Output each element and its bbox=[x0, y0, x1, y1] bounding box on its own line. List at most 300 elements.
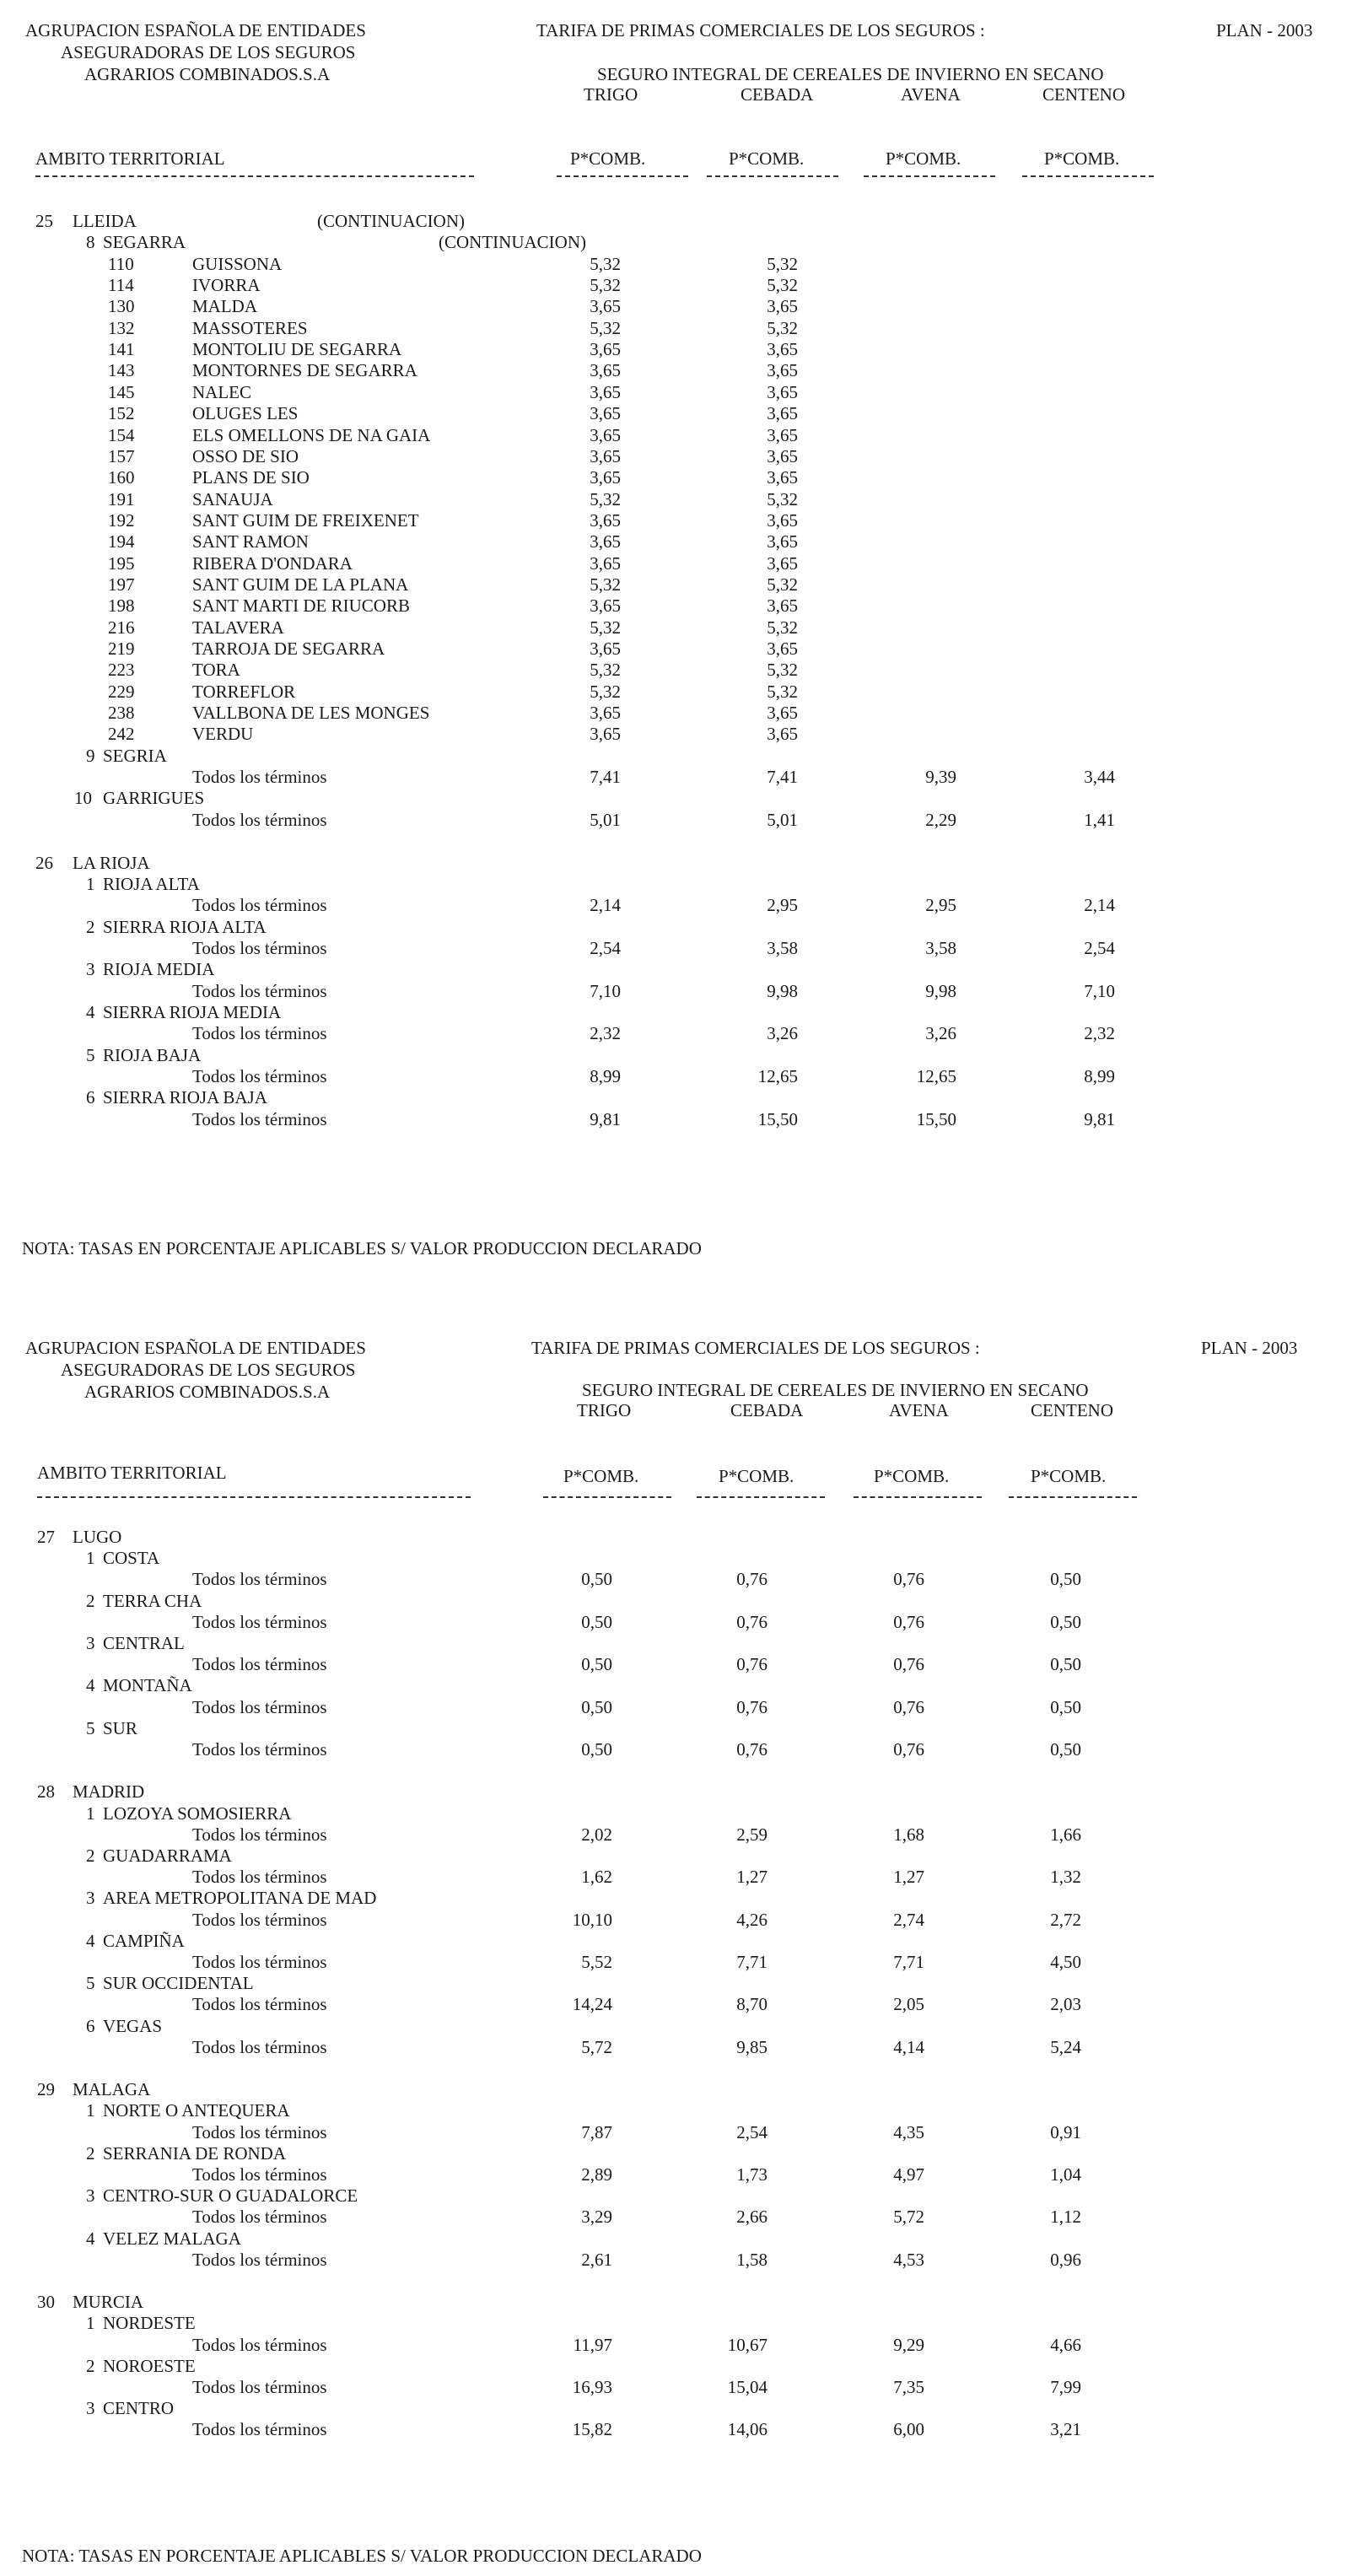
rate-value: 3,65 bbox=[767, 639, 798, 659]
rate-value: 0,76 bbox=[736, 1739, 767, 1760]
municipality-code: 152 bbox=[108, 403, 135, 424]
municipality-name: RIBERA D'ONDARA bbox=[192, 552, 353, 574]
col-label-avena: P*COMB. bbox=[886, 148, 961, 169]
crop-header-centeno: CENTENO bbox=[1031, 1400, 1113, 1420]
rate-value: 14,24 bbox=[572, 1994, 612, 2015]
comarca-code: 4 bbox=[86, 1930, 95, 1951]
all-municipalities-label: Todos los términos bbox=[192, 1108, 327, 1129]
rate-value: 3,65 bbox=[767, 595, 798, 617]
rate-value: 8,99 bbox=[590, 1066, 621, 1086]
col-label-centeno: P*COMB. bbox=[1044, 148, 1120, 169]
rate-value: 3,65 bbox=[590, 445, 621, 466]
org-name-line-3: AGRARIOS COMBINADOS.S.A bbox=[84, 64, 331, 84]
rate-value: 2,54 bbox=[736, 2121, 767, 2142]
rate-value: 0,50 bbox=[1050, 1611, 1081, 1632]
municipality-name: MALDA bbox=[192, 296, 257, 317]
rate-value: 0,91 bbox=[1050, 2121, 1081, 2142]
province-code: 26 bbox=[35, 852, 53, 873]
comarca-code: 2 bbox=[86, 2142, 95, 2164]
province-name: LA RIOJA bbox=[73, 852, 150, 873]
rate-value: 2,14 bbox=[1084, 895, 1115, 916]
comarca-code: 4 bbox=[86, 1675, 95, 1696]
rate-value: 2,03 bbox=[1050, 1994, 1081, 2015]
comarca-name: CENTRAL bbox=[103, 1633, 185, 1653]
rate-value: 1,66 bbox=[1050, 1824, 1081, 1845]
comarca-name: SIERRA RIOJA BAJA bbox=[103, 1087, 267, 1108]
rate-value: 3,65 bbox=[767, 381, 798, 402]
rate-value: 7,41 bbox=[590, 767, 621, 788]
rate-value: 4,53 bbox=[893, 2249, 924, 2270]
rate-value: 0,50 bbox=[581, 1696, 612, 1717]
all-municipalities-label: Todos los términos bbox=[192, 1824, 327, 1845]
rate-value: 1,68 bbox=[893, 1824, 924, 1845]
municipality-name: OLUGES LES bbox=[192, 403, 299, 424]
rate-value: 5,32 bbox=[767, 574, 798, 595]
rate-value: 0,76 bbox=[736, 1696, 767, 1717]
rate-value: 5,24 bbox=[1050, 2036, 1081, 2057]
comarca-code: 4 bbox=[86, 2228, 95, 2249]
crop-header-avena: AVENA bbox=[889, 1400, 949, 1420]
municipality-name: IVORRA bbox=[192, 275, 261, 296]
province-code: 30 bbox=[37, 2292, 55, 2313]
municipality-code: 216 bbox=[108, 617, 135, 638]
comarca-name: SUR OCCIDENTAL bbox=[103, 1973, 254, 1994]
province-name: MADRID bbox=[73, 1781, 145, 1803]
rate-value: 9,81 bbox=[590, 1108, 621, 1129]
rate-value: 9,98 bbox=[767, 980, 798, 1001]
rate-value: 8,99 bbox=[1084, 1066, 1115, 1086]
province-code: 29 bbox=[37, 2079, 55, 2100]
comarca-code: 2 bbox=[86, 1846, 95, 1866]
municipality-code: 143 bbox=[108, 360, 135, 381]
header-rule-trigo bbox=[557, 175, 688, 177]
province-name: LLEIDA bbox=[73, 211, 137, 231]
rate-value: 2,59 bbox=[736, 1824, 767, 1845]
rate-value: 3,65 bbox=[767, 360, 798, 381]
rate-value: 2,89 bbox=[581, 2164, 612, 2185]
comarca-name: SERRANIA DE RONDA bbox=[103, 2142, 287, 2164]
footnote: NOTA: TASAS EN PORCENTAJE APLICABLES S/ VALOR PRODUCCION DECLARADO bbox=[22, 1238, 702, 1258]
municipality-name: TORREFLOR bbox=[192, 681, 296, 702]
rate-value: 3,65 bbox=[767, 724, 798, 745]
rate-value: 2,66 bbox=[736, 2207, 767, 2228]
comarca-code: 3 bbox=[86, 1633, 95, 1653]
municipality-name: TARROJA DE SEGARRA bbox=[192, 639, 385, 659]
plan-label: PLAN - 2003 bbox=[1201, 1338, 1298, 1358]
crop-header-centeno: CENTENO bbox=[1042, 84, 1125, 105]
header-rule-ambito bbox=[35, 175, 474, 177]
rate-value: 4,35 bbox=[893, 2121, 924, 2142]
rate-value: 3,58 bbox=[767, 937, 798, 958]
rate-value: 12,65 bbox=[757, 1066, 798, 1086]
comarca-code: 6 bbox=[86, 1087, 95, 1108]
rate-value: 3,65 bbox=[590, 467, 621, 488]
comarca-code: 3 bbox=[86, 2185, 95, 2207]
comarca-name: RIOJA MEDIA bbox=[103, 959, 215, 980]
crop-header-cebada: CEBADA bbox=[730, 1400, 804, 1420]
rate-value: 5,32 bbox=[767, 681, 798, 702]
rate-value: 0,50 bbox=[1050, 1696, 1081, 1717]
municipality-code: 160 bbox=[108, 467, 135, 488]
rate-value: 3,65 bbox=[767, 467, 798, 488]
rate-value: 5,32 bbox=[767, 617, 798, 638]
rate-value: 0,76 bbox=[736, 1569, 767, 1590]
rate-value: 15,04 bbox=[727, 2377, 767, 2397]
rate-value: 3,65 bbox=[767, 703, 798, 724]
all-municipalities-label: Todos los términos bbox=[192, 1909, 327, 1930]
all-municipalities-label: Todos los términos bbox=[192, 1994, 327, 2015]
all-municipalities-label: Todos los términos bbox=[192, 767, 327, 788]
municipality-name: SANAUJA bbox=[192, 488, 273, 509]
rate-value: 7,71 bbox=[893, 1952, 924, 1972]
rate-value: 5,32 bbox=[590, 275, 621, 296]
header-rule-cebada bbox=[707, 175, 838, 177]
all-municipalities-label: Todos los términos bbox=[192, 1611, 327, 1632]
all-municipalities-label: Todos los términos bbox=[192, 980, 327, 1001]
rate-value: 5,32 bbox=[590, 574, 621, 595]
all-municipalities-label: Todos los términos bbox=[192, 1696, 327, 1717]
rate-value: 1,41 bbox=[1084, 809, 1115, 830]
rate-value: 3,29 bbox=[581, 2207, 612, 2228]
crop-header-trigo: TRIGO bbox=[584, 84, 638, 105]
rate-value: 5,32 bbox=[590, 617, 621, 638]
municipality-name: VALLBONA DE LES MONGES bbox=[192, 703, 430, 724]
comarca-code: 1 bbox=[86, 1803, 95, 1824]
header-rule-centeno bbox=[1022, 175, 1154, 177]
comarca-name: SUR bbox=[103, 1717, 137, 1738]
rate-value: 3,65 bbox=[767, 445, 798, 466]
rate-value: 2,54 bbox=[590, 937, 621, 958]
rate-value: 5,32 bbox=[590, 253, 621, 274]
rate-value: 4,66 bbox=[1050, 2334, 1081, 2355]
footnote: NOTA: TASAS EN PORCENTAJE APLICABLES S/ VALOR PRODUCCION DECLARADO bbox=[22, 2546, 702, 2566]
rate-value: 3,65 bbox=[590, 296, 621, 317]
rate-value: 0,50 bbox=[581, 1739, 612, 1760]
rate-value: 2,05 bbox=[893, 1994, 924, 2015]
rate-value: 16,93 bbox=[572, 2377, 612, 2397]
rate-value: 0,76 bbox=[893, 1611, 924, 1632]
municipality-code: 110 bbox=[108, 253, 134, 274]
comarca-name: NOROESTE bbox=[103, 2355, 196, 2376]
municipality-name: MASSOTERES bbox=[192, 317, 308, 338]
rate-value: 4,50 bbox=[1050, 1952, 1081, 1972]
municipality-name: SANT MARTI DE RIUCORB bbox=[192, 595, 410, 617]
comarca-name: GUADARRAMA bbox=[103, 1846, 232, 1866]
rate-value: 3,21 bbox=[1050, 2419, 1081, 2440]
all-municipalities-label: Todos los términos bbox=[192, 2249, 327, 2270]
comarca-code: 1 bbox=[86, 2313, 95, 2334]
municipality-code: 130 bbox=[108, 296, 135, 317]
municipality-name: NALEC bbox=[192, 381, 251, 402]
rate-value: 5,32 bbox=[590, 317, 621, 338]
all-municipalities-label: Todos los términos bbox=[192, 1739, 327, 1760]
crop-header-trigo: TRIGO bbox=[577, 1400, 632, 1420]
rate-value: 0,76 bbox=[736, 1611, 767, 1632]
comarca-code: 5 bbox=[86, 1973, 95, 1994]
comarca-name: MONTAÑA bbox=[103, 1675, 192, 1696]
rate-value: 0,50 bbox=[581, 1654, 612, 1675]
rate-value: 0,50 bbox=[1050, 1654, 1081, 1675]
comarca-code: 5 bbox=[86, 1044, 95, 1065]
col-label-trigo: P*COMB. bbox=[570, 148, 646, 169]
rate-value: 9,39 bbox=[925, 767, 956, 788]
comarca-code: 2 bbox=[86, 1590, 95, 1611]
rate-value: 4,26 bbox=[736, 1909, 767, 1930]
rate-value: 2,14 bbox=[590, 895, 621, 916]
comarca-name: SIERRA RIOJA ALTA bbox=[103, 916, 267, 937]
header-rule-cebada bbox=[697, 1496, 825, 1498]
rate-value: 7,10 bbox=[1084, 980, 1115, 1001]
municipality-name: MONTOLIU DE SEGARRA bbox=[192, 339, 402, 360]
municipality-code: 145 bbox=[108, 381, 135, 402]
rate-value: 7,71 bbox=[736, 1952, 767, 1972]
org-name-line-1: AGRUPACION ESPAÑOLA DE ENTIDADES bbox=[25, 1338, 366, 1358]
municipality-code: 198 bbox=[108, 595, 135, 617]
municipality-code: 219 bbox=[108, 639, 135, 659]
col-label-centeno: P*COMB. bbox=[1031, 1466, 1107, 1486]
all-municipalities-label: Todos los términos bbox=[192, 1023, 327, 1044]
comarca-name: SEGARRA bbox=[103, 232, 186, 253]
rate-value: 3,26 bbox=[767, 1023, 798, 1044]
comarca-code: 1 bbox=[86, 873, 95, 894]
rate-value: 15,82 bbox=[572, 2419, 612, 2440]
comarca-name: VEGAS bbox=[103, 2015, 163, 2036]
comarca-name: SIERRA RIOJA MEDIA bbox=[103, 1001, 282, 1022]
municipality-name: TORA bbox=[192, 660, 240, 681]
comarca-code: 3 bbox=[86, 1888, 95, 1909]
rate-value: 3,65 bbox=[590, 509, 621, 531]
rate-value: 3,44 bbox=[1084, 767, 1115, 788]
continuation-note: (CONTINUACION) bbox=[439, 232, 586, 253]
all-municipalities-label: Todos los términos bbox=[192, 2207, 327, 2228]
rate-value: 5,01 bbox=[590, 809, 621, 830]
rate-value: 1,27 bbox=[736, 1867, 767, 1888]
comarca-name: NORTE O ANTEQUERA bbox=[103, 2100, 290, 2121]
col-label-trigo: P*COMB. bbox=[563, 1466, 639, 1486]
rate-value: 2,95 bbox=[925, 895, 956, 916]
header-rule-centeno bbox=[1009, 1496, 1137, 1498]
tariff-title: TARIFA DE PRIMAS COMERCIALES DE LOS SEGUROS : bbox=[531, 1338, 980, 1358]
rate-value: 8,70 bbox=[736, 1994, 767, 2015]
org-name-line-2: ASEGURADORAS DE LOS SEGUROS bbox=[61, 42, 356, 62]
rate-value: 5,32 bbox=[767, 488, 798, 509]
rate-value: 3,65 bbox=[767, 424, 798, 445]
comarca-code: 8 bbox=[86, 232, 95, 253]
col-label-avena: P*COMB. bbox=[874, 1466, 950, 1486]
rate-value: 2,32 bbox=[590, 1023, 621, 1044]
rate-value: 5,32 bbox=[590, 488, 621, 509]
rate-value: 0,50 bbox=[581, 1611, 612, 1632]
rate-value: 5,01 bbox=[767, 809, 798, 830]
comarca-name: CAMPIÑA bbox=[103, 1930, 185, 1951]
all-municipalities-label: Todos los términos bbox=[192, 1066, 327, 1086]
rate-value: 5,32 bbox=[590, 660, 621, 681]
ambito-territorial-label: AMBITO TERRITORIAL bbox=[35, 148, 225, 169]
comarca-name: AREA METROPOLITANA DE MAD bbox=[103, 1888, 377, 1909]
plan-label: PLAN - 2003 bbox=[1216, 20, 1313, 40]
rate-value: 3,65 bbox=[590, 339, 621, 360]
all-municipalities-label: Todos los términos bbox=[192, 2121, 327, 2142]
rate-value: 3,65 bbox=[590, 552, 621, 574]
rate-value: 1,62 bbox=[581, 1867, 612, 1888]
all-municipalities-label: Todos los términos bbox=[192, 1569, 327, 1590]
rate-value: 2,61 bbox=[581, 2249, 612, 2270]
province-code: 27 bbox=[37, 1527, 55, 1547]
municipality-name: TALAVERA bbox=[192, 617, 284, 638]
municipality-code: 229 bbox=[108, 681, 135, 702]
rate-value: 10,10 bbox=[572, 1909, 612, 1930]
municipality-code: 132 bbox=[108, 317, 135, 338]
org-name-line-2: ASEGURADORAS DE LOS SEGUROS bbox=[61, 1360, 356, 1380]
org-name-line-3: AGRARIOS COMBINADOS.S.A bbox=[84, 1382, 331, 1402]
municipality-code: 195 bbox=[108, 552, 135, 574]
rate-value: 5,72 bbox=[893, 2207, 924, 2228]
comarca-code: 5 bbox=[86, 1717, 95, 1738]
rate-value: 3,65 bbox=[767, 296, 798, 317]
comarca-name: LOZOYA SOMOSIERRA bbox=[103, 1803, 292, 1824]
rate-value: 12,65 bbox=[916, 1066, 956, 1086]
municipality-name: SANT GUIM DE FREIXENET bbox=[192, 509, 419, 531]
rate-value: 2,74 bbox=[893, 1909, 924, 1930]
comarca-code: 2 bbox=[86, 916, 95, 937]
rate-value: 3,58 bbox=[925, 937, 956, 958]
rate-value: 2,95 bbox=[767, 895, 798, 916]
municipality-code: 242 bbox=[108, 724, 135, 745]
rate-value: 9,29 bbox=[893, 2334, 924, 2355]
rate-value: 5,32 bbox=[590, 681, 621, 702]
municipality-name: SANT RAMON bbox=[192, 531, 309, 552]
rate-value: 9,81 bbox=[1084, 1108, 1115, 1129]
comarca-name: COSTA bbox=[103, 1548, 160, 1569]
header-rule-avena bbox=[864, 175, 995, 177]
rate-value: 14,06 bbox=[727, 2419, 767, 2440]
rate-value: 0,96 bbox=[1050, 2249, 1081, 2270]
comarca-name: NORDESTE bbox=[103, 2313, 196, 2334]
ambito-territorial-label: AMBITO TERRITORIAL bbox=[37, 1463, 227, 1483]
rate-value: 3,65 bbox=[590, 595, 621, 617]
tariff-title: TARIFA DE PRIMAS COMERCIALES DE LOS SEGUROS : bbox=[536, 20, 985, 40]
municipality-code: 223 bbox=[108, 660, 135, 681]
rate-value: 3,65 bbox=[767, 339, 798, 360]
rate-value: 3,65 bbox=[590, 360, 621, 381]
rate-value: 7,99 bbox=[1050, 2377, 1081, 2397]
province-name: MALAGA bbox=[73, 2079, 151, 2100]
rate-value: 1,04 bbox=[1050, 2164, 1081, 2185]
comarca-name: CENTRO-SUR O GUADALORCE bbox=[103, 2185, 358, 2207]
all-municipalities-label: Todos los términos bbox=[192, 809, 327, 830]
rate-value: 7,35 bbox=[893, 2377, 924, 2397]
rate-value: 0,50 bbox=[1050, 1739, 1081, 1760]
rate-value: 0,76 bbox=[893, 1739, 924, 1760]
rate-value: 3,65 bbox=[590, 703, 621, 724]
all-municipalities-label: Todos los términos bbox=[192, 2036, 327, 2057]
rate-value: 5,72 bbox=[581, 2036, 612, 2057]
municipality-code: 114 bbox=[108, 275, 134, 296]
rate-value: 3,65 bbox=[767, 552, 798, 574]
rate-value: 3,65 bbox=[590, 724, 621, 745]
municipality-name: ELS OMELLONS DE NA GAIA bbox=[192, 424, 431, 445]
header-rule-trigo bbox=[543, 1496, 671, 1498]
municipality-code: 191 bbox=[108, 488, 135, 509]
comarca-code: 9 bbox=[86, 745, 95, 766]
continuation-note: (CONTINUACION) bbox=[317, 211, 465, 231]
rate-value: 2,02 bbox=[581, 1824, 612, 1845]
municipality-name: OSSO DE SIO bbox=[192, 445, 299, 466]
rate-value: 3,65 bbox=[590, 639, 621, 659]
rate-value: 4,97 bbox=[893, 2164, 924, 2185]
municipality-code: 197 bbox=[108, 574, 135, 595]
municipality-name: PLANS DE SIO bbox=[192, 467, 310, 488]
comarca-name: RIOJA ALTA bbox=[103, 873, 200, 894]
comarca-name: VELEZ MALAGA bbox=[103, 2228, 241, 2249]
rate-value: 10,67 bbox=[727, 2334, 767, 2355]
comarca-name: CENTRO bbox=[103, 2398, 174, 2419]
all-municipalities-label: Todos los términos bbox=[192, 1867, 327, 1888]
col-label-cebada: P*COMB. bbox=[729, 148, 805, 169]
municipality-code: 141 bbox=[108, 339, 135, 360]
comarca-code: 2 bbox=[86, 2355, 95, 2376]
rate-value: 15,50 bbox=[757, 1108, 798, 1129]
crop-header-cebada: CEBADA bbox=[741, 84, 814, 105]
municipality-name: GUISSONA bbox=[192, 253, 283, 274]
comarca-name: SEGRIA bbox=[103, 745, 167, 766]
rate-value: 2,32 bbox=[1084, 1023, 1115, 1044]
all-municipalities-label: Todos los términos bbox=[192, 2164, 327, 2185]
rate-value: 5,32 bbox=[767, 275, 798, 296]
crop-header-avena: AVENA bbox=[901, 84, 961, 105]
rate-value: 1,32 bbox=[1050, 1867, 1081, 1888]
municipality-code: 154 bbox=[108, 424, 135, 445]
rate-value: 0,76 bbox=[736, 1654, 767, 1675]
rate-value: 7,41 bbox=[767, 767, 798, 788]
insurance-type: SEGURO INTEGRAL DE CEREALES DE INVIERNO EN SECANO bbox=[597, 64, 1104, 84]
org-name-line-1: AGRUPACION ESPAÑOLA DE ENTIDADES bbox=[25, 20, 366, 40]
rate-value: 3,65 bbox=[590, 403, 621, 424]
header-rule-ambito bbox=[37, 1496, 471, 1498]
comarca-code: 1 bbox=[86, 1548, 95, 1569]
rate-value: 3,65 bbox=[767, 403, 798, 424]
rate-value: 9,85 bbox=[736, 2036, 767, 2057]
rate-value: 1,27 bbox=[893, 1867, 924, 1888]
municipality-code: 194 bbox=[108, 531, 135, 552]
rate-value: 5,32 bbox=[767, 253, 798, 274]
comarca-code: 6 bbox=[86, 2015, 95, 2036]
rate-value: 5,32 bbox=[767, 660, 798, 681]
rate-value: 1,12 bbox=[1050, 2207, 1081, 2228]
province-name: LUGO bbox=[73, 1527, 122, 1547]
rate-value: 15,50 bbox=[916, 1108, 956, 1129]
rate-value: 3,65 bbox=[590, 424, 621, 445]
rate-value: 0,76 bbox=[893, 1654, 924, 1675]
all-municipalities-label: Todos los términos bbox=[192, 937, 327, 958]
rate-value: 4,14 bbox=[893, 2036, 924, 2057]
all-municipalities-label: Todos los términos bbox=[192, 2334, 327, 2355]
comarca-code: 10 bbox=[74, 788, 92, 809]
comarca-name: RIOJA BAJA bbox=[103, 1044, 202, 1065]
rate-value: 3,65 bbox=[590, 531, 621, 552]
comarca-name: TERRA CHA bbox=[103, 1590, 202, 1611]
comarca-code: 1 bbox=[86, 2100, 95, 2121]
comarca-name: GARRIGUES bbox=[103, 788, 205, 809]
municipality-code: 157 bbox=[108, 445, 135, 466]
rate-value: 7,87 bbox=[581, 2121, 612, 2142]
rate-value: 6,00 bbox=[893, 2419, 924, 2440]
rate-value: 2,72 bbox=[1050, 1909, 1081, 1930]
header-rule-avena bbox=[854, 1496, 982, 1498]
comarca-code: 3 bbox=[86, 959, 95, 980]
rate-value: 1,73 bbox=[736, 2164, 767, 2185]
all-municipalities-label: Todos los términos bbox=[192, 2377, 327, 2397]
